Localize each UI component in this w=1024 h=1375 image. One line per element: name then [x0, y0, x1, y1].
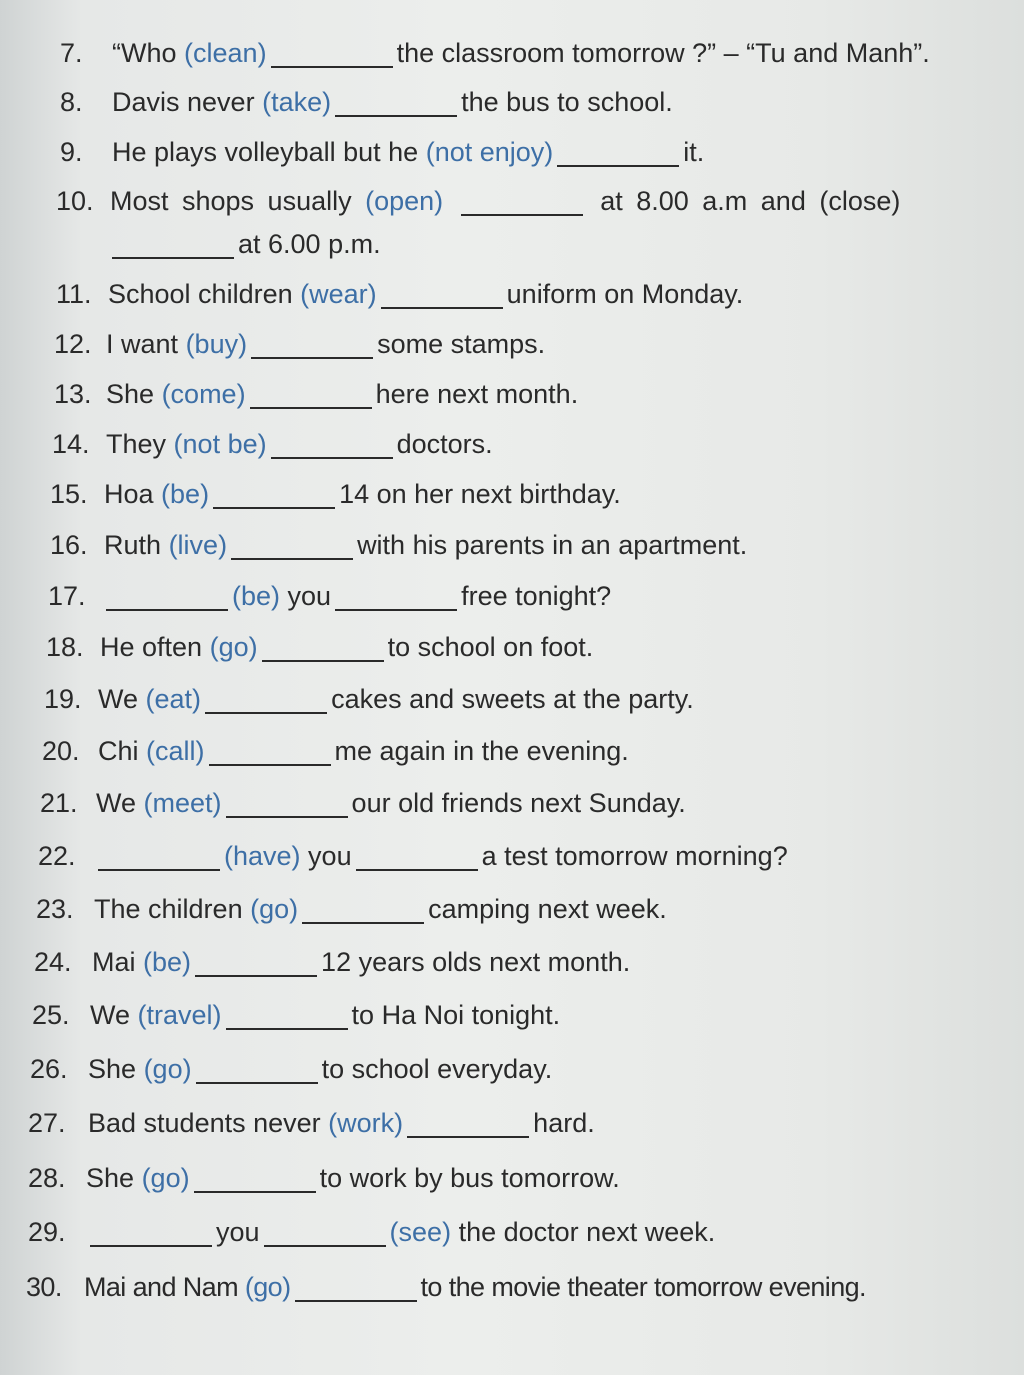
exercise-item-21 — [40, 783, 686, 823]
answer-blank[interactable] — [226, 816, 348, 818]
answer-blank[interactable] — [381, 307, 503, 309]
answer-blank[interactable] — [251, 357, 373, 359]
answer-blank[interactable] — [231, 558, 353, 560]
item-text: Hoa — [104, 479, 154, 509]
verb-hint: (clean) — [184, 38, 267, 68]
exercise-item-30 — [26, 1267, 866, 1307]
item-number: 28. — [28, 1163, 66, 1193]
item-text: at 8.00 a.m and (close) — [600, 186, 901, 216]
verb-hint: (meet) — [143, 788, 222, 818]
verb-hint: (call) — [146, 736, 205, 766]
answer-blank[interactable] — [194, 1191, 316, 1193]
item-text: doctors. — [396, 429, 493, 459]
item-number: 12. — [54, 329, 92, 359]
item-text: Bad students never — [88, 1108, 321, 1138]
item-number: 7. — [60, 38, 83, 68]
item-text: Ruth — [104, 530, 162, 560]
item-text: We — [96, 788, 137, 818]
answer-blank[interactable] — [461, 214, 583, 216]
answer-blank[interactable] — [195, 975, 317, 977]
item-text: the classroom tomorrow ?” – “Tu and Manh”. — [396, 38, 930, 68]
item-text: I want — [106, 329, 179, 359]
exercise-item-10-continued — [108, 224, 381, 264]
answer-blank[interactable] — [90, 1245, 212, 1247]
item-text: 14 on her next birthday. — [339, 479, 621, 509]
exercise-item-12 — [54, 324, 545, 364]
verb-hint: (eat) — [145, 684, 202, 714]
item-number: 17. — [48, 581, 86, 611]
verb-hint: (see) — [389, 1217, 452, 1247]
item-text: We — [90, 1000, 131, 1030]
item-text: free tonight? — [461, 581, 612, 611]
answer-blank[interactable] — [302, 922, 424, 924]
exercise-item-22 — [38, 836, 788, 876]
item-text: you — [216, 1217, 260, 1247]
exercise-item-14 — [52, 424, 493, 464]
answer-blank[interactable] — [205, 712, 327, 714]
verb-hint: (wear) — [300, 279, 377, 309]
verb-hint: (buy) — [185, 329, 248, 359]
item-text: Davis never — [112, 87, 255, 117]
item-text: the doctor next week. — [458, 1217, 716, 1247]
exercise-item-23 — [36, 889, 667, 929]
item-text: School children — [108, 279, 293, 309]
item-text: to Ha Noi tonight. — [351, 1000, 561, 1030]
item-text: Most shops usually — [110, 186, 352, 216]
item-number: 9. — [60, 137, 83, 167]
item-text: We — [98, 684, 139, 714]
answer-blank[interactable] — [250, 407, 372, 409]
exercise-item-8 — [60, 82, 673, 122]
answer-blank[interactable] — [226, 1028, 348, 1030]
answer-blank[interactable] — [213, 507, 335, 509]
item-text: to the movie theater tomorrow evening. — [420, 1272, 866, 1302]
exercise-item-13 — [54, 374, 578, 414]
answer-blank[interactable] — [209, 764, 331, 766]
item-text: with his parents in an apartment. — [357, 530, 748, 560]
verb-hint: (go) — [244, 1272, 291, 1302]
exercise-item-25 — [32, 995, 560, 1035]
answer-blank[interactable] — [98, 869, 220, 871]
item-text: to school on foot. — [387, 632, 594, 662]
answer-blank[interactable] — [407, 1136, 529, 1138]
exercise-item-19 — [44, 679, 694, 719]
item-text: 12 years olds next month. — [321, 947, 631, 977]
exercise-item-17 — [48, 576, 611, 616]
item-number: 26. — [30, 1054, 68, 1084]
answer-blank[interactable] — [557, 165, 679, 167]
exercise-item-24 — [34, 942, 630, 982]
verb-hint: (travel) — [137, 1000, 222, 1030]
verb-hint: (not enjoy) — [425, 137, 554, 167]
item-number: 10. — [56, 186, 94, 216]
verb-hint: (go) — [143, 1054, 192, 1084]
item-text: here next month. — [375, 379, 579, 409]
item-text: The children — [94, 894, 243, 924]
verb-hint: (work) — [328, 1108, 404, 1138]
item-number: 20. — [42, 736, 80, 766]
item-text: Mai — [92, 947, 136, 977]
item-text: our old friends next Sunday. — [351, 788, 686, 818]
exercise-item-16 — [50, 525, 747, 565]
item-number: 16. — [50, 530, 88, 560]
verb-hint: (open) — [365, 186, 444, 216]
item-text: uniform on Monday. — [506, 279, 744, 309]
exercise-item-11 — [56, 274, 743, 314]
answer-blank[interactable] — [106, 609, 228, 611]
verb-hint: (be) — [232, 581, 281, 611]
item-number: 30. — [26, 1272, 62, 1302]
exercise-item-15 — [50, 474, 621, 514]
item-text: hard. — [533, 1108, 595, 1138]
item-text: some stamps. — [377, 329, 546, 359]
answer-blank[interactable] — [335, 609, 457, 611]
answer-blank[interactable] — [112, 257, 234, 259]
verb-hint: (be) — [161, 479, 210, 509]
verb-hint: (live) — [168, 530, 228, 560]
item-number: 27. — [28, 1108, 66, 1138]
item-text: They — [106, 429, 167, 459]
item-text: at 6.00 p.m. — [238, 229, 381, 259]
answer-blank[interactable] — [262, 660, 384, 662]
item-text: it. — [683, 137, 705, 167]
item-text: you — [308, 841, 352, 871]
item-number: 21. — [40, 788, 78, 818]
exercise-item-26 — [30, 1049, 552, 1089]
verb-hint: (take) — [262, 87, 332, 117]
exercise-item-28 — [28, 1158, 620, 1198]
verb-hint: (be) — [143, 947, 192, 977]
item-number: 25. — [32, 1000, 70, 1030]
item-number: 15. — [50, 479, 88, 509]
exercise-item-29 — [28, 1212, 715, 1252]
item-text: the bus to school. — [461, 87, 673, 117]
item-text: camping next week. — [428, 894, 667, 924]
answer-blank[interactable] — [271, 66, 393, 68]
item-text: He plays volleyball but he — [112, 137, 419, 167]
verb-hint: (have) — [224, 841, 301, 871]
answer-blank[interactable] — [271, 457, 393, 459]
verb-hint: (come) — [161, 379, 246, 409]
item-text: Mai and Nam — [84, 1272, 238, 1302]
item-text: a test tomorrow morning? — [481, 841, 788, 871]
item-text: me again in the evening. — [334, 736, 629, 766]
item-text: She — [86, 1163, 135, 1193]
item-text: She — [106, 379, 155, 409]
answer-blank[interactable] — [264, 1245, 386, 1247]
item-number: 14. — [52, 429, 90, 459]
item-number: 23. — [36, 894, 74, 924]
item-text: She — [88, 1054, 137, 1084]
verb-hint: (go) — [209, 632, 258, 662]
exercise-item-18 — [46, 627, 593, 667]
exercise-item-9 — [60, 132, 704, 172]
exercise-item-7 — [60, 33, 930, 73]
item-number: 29. — [28, 1217, 66, 1247]
item-number: 24. — [34, 947, 72, 977]
item-text: to school everyday. — [321, 1054, 553, 1084]
item-text: cakes and sweets at the party. — [331, 684, 694, 714]
answer-blank[interactable] — [356, 869, 478, 871]
item-text: Chi — [98, 736, 139, 766]
item-text: “Who — [112, 38, 177, 68]
item-number: 18. — [46, 632, 84, 662]
verb-hint: (go) — [141, 1163, 190, 1193]
item-number: 8. — [60, 87, 83, 117]
answer-blank[interactable] — [335, 115, 457, 117]
exercise-item-27 — [28, 1103, 595, 1143]
answer-blank[interactable] — [295, 1300, 417, 1302]
answer-blank[interactable] — [196, 1082, 318, 1084]
item-text: to work by bus tomorrow. — [319, 1163, 620, 1193]
item-text: He often — [100, 632, 203, 662]
item-number: 13. — [54, 379, 92, 409]
item-number: 11. — [56, 279, 92, 309]
item-text: you — [287, 581, 332, 611]
exercise-item-20 — [42, 731, 629, 771]
item-number: 22. — [38, 841, 76, 871]
item-number: 19. — [44, 684, 82, 714]
exercise-item-10 — [56, 181, 900, 221]
verb-hint: (go) — [250, 894, 299, 924]
verb-hint: (not be) — [173, 429, 267, 459]
